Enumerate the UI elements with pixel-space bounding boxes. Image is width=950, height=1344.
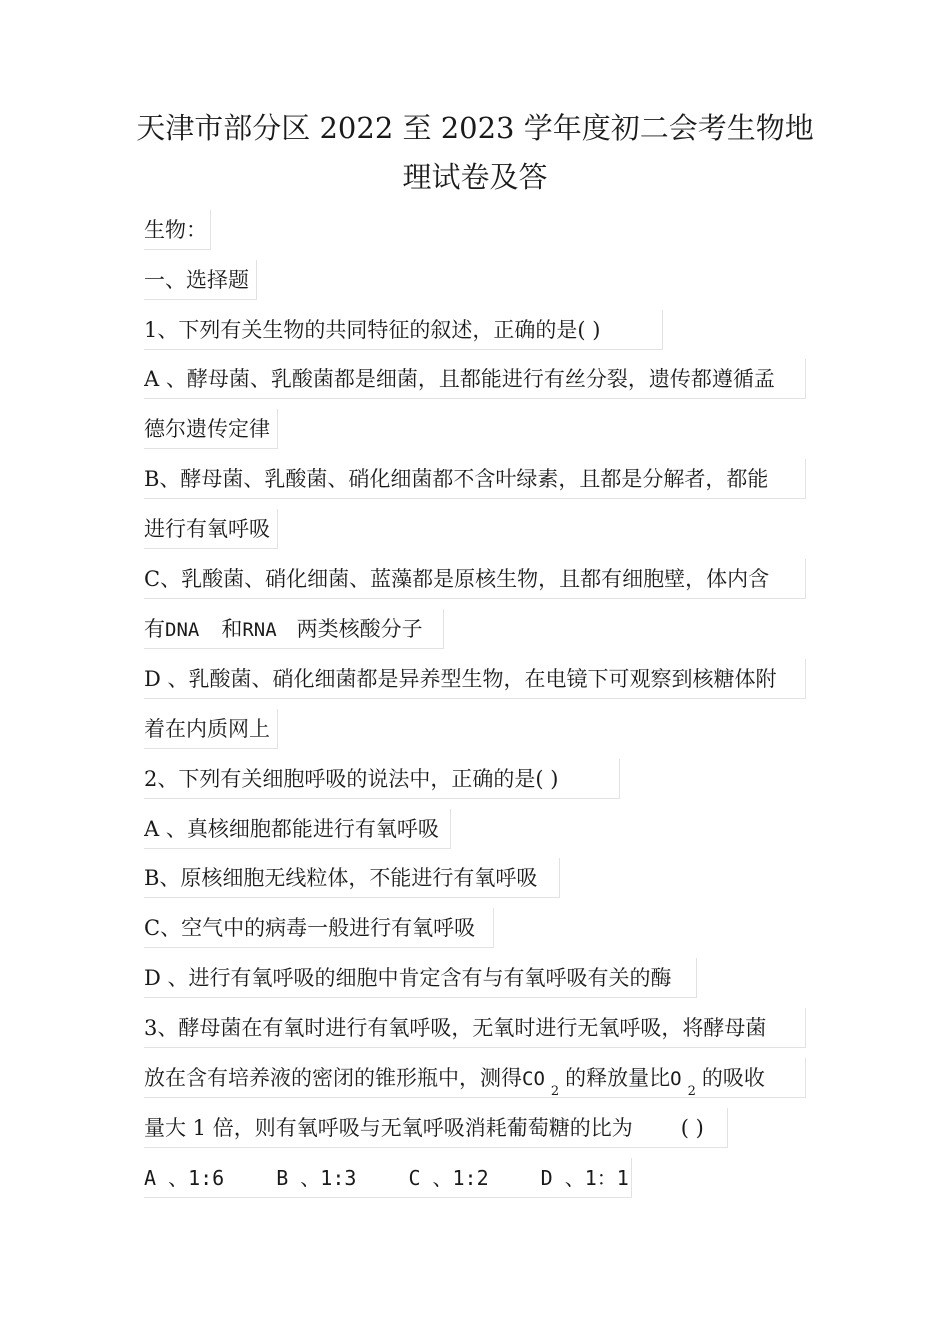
option-a: A 、1:6 [144, 1166, 225, 1190]
rna-term: RNA [242, 619, 277, 641]
question-1-option-c-line-1: C、乳酸菌、硝化细菌、蓝藻都是原核生物，且都有细胞壁，体内含 [144, 559, 806, 599]
document-title-line-1: 天津市部分区 2022 至 2023 学年度初二会考生物地 [136, 111, 814, 145]
section-heading: 一、选择题 [144, 260, 257, 300]
text-segment: 的吸收 [701, 1066, 765, 1090]
text-segment: 的释放量比 [565, 1066, 671, 1090]
question-1-option-a-line-2: 德尔遗传定律 [144, 409, 278, 449]
question-3-line-2 [144, 1058, 806, 1098]
question-2-option-d: D 、进行有氧呼吸的细胞中肯定含有与有氧呼吸有关的酶 [144, 958, 697, 998]
option-c: C 、1:2 [408, 1166, 489, 1190]
subscript: 2 [550, 1084, 560, 1098]
text-segment: 和 [221, 617, 243, 641]
question-1-option-b-line-1: B、酵母菌、乳酸菌、硝化细菌都不含叶绿素，且都是分解者，都能 [144, 459, 806, 499]
question-3-line-3 [144, 1108, 728, 1148]
question-1-option-b-line-2: 进行有氧呼吸 [144, 509, 278, 549]
question-1-stem: 1、下列有关生物的共同特征的叙述，正确的是( ) [144, 310, 663, 350]
o2-formula: O [670, 1068, 682, 1090]
question-2-option-c: C、空气中的病毒一般进行有氧呼吸 [144, 908, 494, 948]
text-segment: 放在含有培养液的密闭的锥形瓶中，测得 [144, 1066, 522, 1090]
text-segment: 两类核酸分子 [296, 617, 423, 641]
question-1-option-d-line-1: D 、乳酸菌、硝化细菌都是异养型生物，在电镜下可观察到核糖体附 [144, 659, 806, 699]
text-segment: 有 [144, 617, 165, 641]
question-3-line-1: 3、酵母菌在有氧时进行有氧呼吸，无氧时进行无氧呼吸，将酵母菌 [144, 1008, 806, 1048]
question-1-option-c-line-2 [144, 609, 444, 649]
question-2-option-a: A 、真核细胞都能进行有氧呼吸 [144, 809, 451, 849]
dna-term: DNA [165, 619, 200, 641]
subject-heading: 生物： [144, 210, 211, 250]
co2-formula: CO [522, 1068, 545, 1090]
option-b: B 、1:3 [276, 1166, 357, 1190]
option-d: D 、1：1 [540, 1166, 629, 1190]
answer-parentheses: ( ) [680, 1116, 704, 1140]
question-3-options [144, 1158, 632, 1198]
text-segment: 量大 1 倍，则有氧呼吸与无氧呼吸消耗葡萄糖的比为 [144, 1116, 633, 1140]
question-2-stem: 2、下列有关细胞呼吸的说法中，正确的是( ) [144, 759, 620, 799]
subscript: 2 [687, 1084, 696, 1098]
question-2-option-b: B、原核细胞无线粒体，不能进行有氧呼吸 [144, 858, 560, 898]
question-1-option-d-line-2: 着在内质网上 [144, 709, 278, 749]
document-title-line-2: 理试卷及答 [402, 160, 548, 194]
question-1-option-a-line-1: A 、酵母菌、乳酸菌都是细菌，且都能进行有丝分裂，遗传都遵循孟 [144, 359, 806, 399]
